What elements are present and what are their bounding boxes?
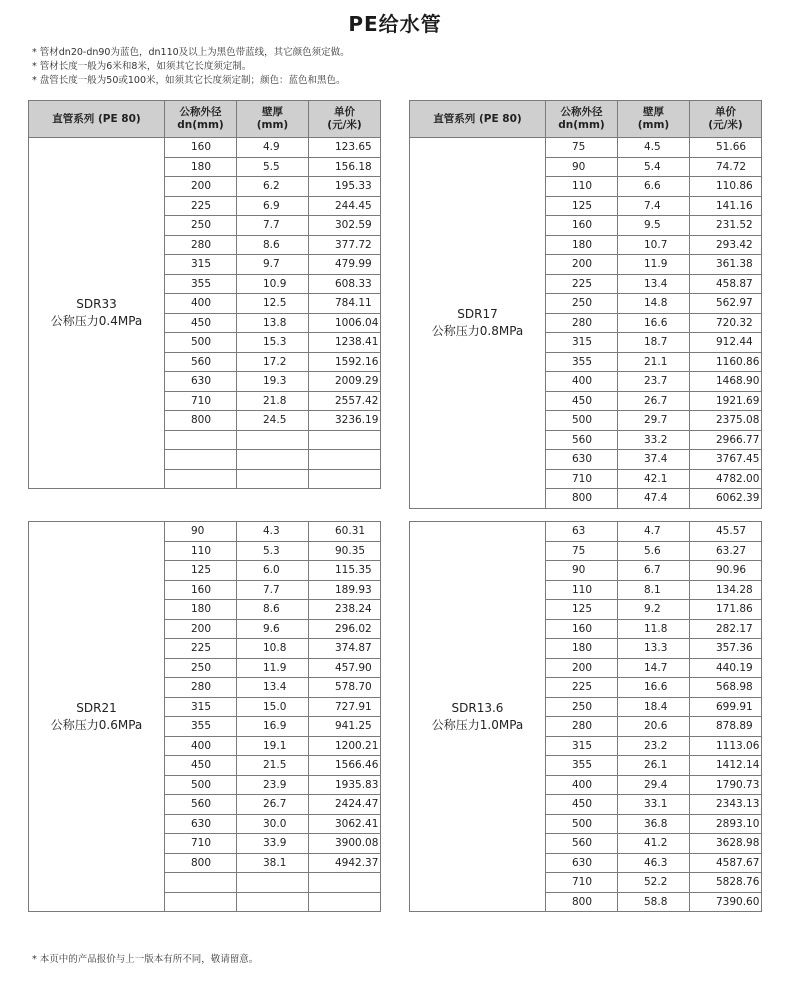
wall-thickness-cell bbox=[237, 873, 309, 893]
price-cell: 2966.77 bbox=[690, 430, 762, 450]
dn-cell: 200 bbox=[165, 177, 237, 197]
series-cell bbox=[410, 522, 546, 912]
price-cell: 5828.76 bbox=[690, 873, 762, 893]
wall-thickness-cell: 13.8 bbox=[237, 313, 309, 333]
wall-thickness-cell: 19.3 bbox=[237, 372, 309, 392]
price-cell: 60.31 bbox=[309, 522, 381, 542]
wall-thickness-cell: 47.4 bbox=[618, 489, 690, 509]
dn-cell: 110 bbox=[546, 177, 618, 197]
price-cell: 90.35 bbox=[309, 541, 381, 561]
series-header: 直管系列 (PE 80) bbox=[29, 101, 165, 138]
wall-thickness-cell: 4.7 bbox=[618, 522, 690, 542]
series-cell bbox=[410, 138, 546, 509]
wall-thickness-cell: 46.3 bbox=[618, 853, 690, 873]
pressure-label: 公称压力0.4MPa bbox=[50, 314, 143, 328]
footer-note: * 本页中的产品报价与上一版本有所不同，敬请留意。 bbox=[32, 954, 259, 965]
price-cell: 90.96 bbox=[690, 561, 762, 581]
price-cell: 7390.60 bbox=[690, 892, 762, 912]
dn-cell: 450 bbox=[165, 313, 237, 333]
dn-cell: 400 bbox=[165, 736, 237, 756]
pressure-label: 公称压力0.8MPa bbox=[431, 323, 524, 338]
price-cell: 1113.06 bbox=[690, 736, 762, 756]
dn-cell: 450 bbox=[546, 795, 618, 815]
sdr-label: SDR13.6 bbox=[451, 700, 504, 715]
dn-cell: 400 bbox=[546, 775, 618, 795]
price-cell: 878.89 bbox=[690, 717, 762, 737]
wall-thickness-cell: 11.9 bbox=[237, 658, 309, 678]
dn-cell: 200 bbox=[546, 255, 618, 275]
price-cell: 458.87 bbox=[690, 274, 762, 294]
price-cell bbox=[309, 469, 381, 489]
wall-thickness-cell: 20.6 bbox=[618, 717, 690, 737]
wall-thickness-cell: 9.5 bbox=[618, 216, 690, 236]
table-row bbox=[410, 138, 762, 158]
price-cell: 608.33 bbox=[309, 274, 381, 294]
wall-thickness-cell: 11.9 bbox=[618, 255, 690, 275]
price-cell: 578.70 bbox=[309, 678, 381, 698]
dn-cell: 560 bbox=[546, 834, 618, 854]
dn-cell: 800 bbox=[165, 411, 237, 431]
dn-cell: 160 bbox=[165, 138, 237, 158]
price-cell: 1238.41 bbox=[309, 333, 381, 353]
price-cell: 3236.19 bbox=[309, 411, 381, 431]
price-cell: 244.45 bbox=[309, 196, 381, 216]
price-cell: 3062.41 bbox=[309, 814, 381, 834]
wall-thickness-cell: 7.7 bbox=[237, 216, 309, 236]
dn-cell: 315 bbox=[165, 697, 237, 717]
wall-thickness-cell: 8.6 bbox=[237, 600, 309, 620]
price-cell: 374.87 bbox=[309, 639, 381, 659]
dn-cell: 125 bbox=[546, 600, 618, 620]
price-cell: 357.36 bbox=[690, 639, 762, 659]
price-cell: 141.16 bbox=[690, 196, 762, 216]
price-cell: 293.42 bbox=[690, 235, 762, 255]
wall-thickness-cell: 29.4 bbox=[618, 775, 690, 795]
price-header: 单价 (元/米) bbox=[309, 101, 381, 138]
wall-thickness-cell: 13.4 bbox=[618, 274, 690, 294]
wall-thickness-cell: 10.8 bbox=[237, 639, 309, 659]
wall-thickness-cell: 23.7 bbox=[618, 372, 690, 392]
table-header-row bbox=[29, 101, 381, 138]
wall-thickness-cell: 7.7 bbox=[237, 580, 309, 600]
price-cell: 6062.39 bbox=[690, 489, 762, 509]
dn-cell: 160 bbox=[546, 619, 618, 639]
series-cell bbox=[29, 522, 165, 912]
price-cell: 134.28 bbox=[690, 580, 762, 600]
dn-cell: 200 bbox=[546, 658, 618, 678]
wall-thickness-cell: 26.7 bbox=[237, 795, 309, 815]
wall-thickness-cell: 37.4 bbox=[618, 450, 690, 470]
dn-cell: 90 bbox=[546, 157, 618, 177]
dn-cell: 630 bbox=[165, 372, 237, 392]
wall-thickness-cell: 58.8 bbox=[618, 892, 690, 912]
price-cell: 1200.21 bbox=[309, 736, 381, 756]
dn-cell: 280 bbox=[165, 678, 237, 698]
wall-thickness-cell: 36.8 bbox=[618, 814, 690, 834]
wall-header: 壁厚 (mm) bbox=[237, 101, 309, 138]
price-cell: 1006.04 bbox=[309, 313, 381, 333]
price-cell: 2424.47 bbox=[309, 795, 381, 815]
dn-cell: 225 bbox=[546, 678, 618, 698]
price-cell: 2009.29 bbox=[309, 372, 381, 392]
dn-header: 公称外径 dn(mm) bbox=[546, 101, 618, 138]
price-cell: 3767.45 bbox=[690, 450, 762, 470]
wall-thickness-cell: 26.1 bbox=[618, 756, 690, 776]
dn-cell: 710 bbox=[546, 873, 618, 893]
dn-cell: 710 bbox=[546, 469, 618, 489]
dn-cell: 355 bbox=[165, 274, 237, 294]
dn-cell: 560 bbox=[546, 430, 618, 450]
price-cell: 720.32 bbox=[690, 313, 762, 333]
dn-cell: 630 bbox=[546, 853, 618, 873]
price-table-sdr13-6 bbox=[409, 521, 762, 912]
price-cell: 457.90 bbox=[309, 658, 381, 678]
wall-thickness-cell: 26.7 bbox=[618, 391, 690, 411]
price-cell: 110.86 bbox=[690, 177, 762, 197]
price-cell: 2893.10 bbox=[690, 814, 762, 834]
wall-thickness-cell: 15.3 bbox=[237, 333, 309, 353]
dn-cell: 250 bbox=[165, 658, 237, 678]
dn-cell: 450 bbox=[546, 391, 618, 411]
dn-cell bbox=[165, 469, 237, 489]
notes bbox=[32, 46, 350, 88]
pressure-label: 公称压力1.0MPa bbox=[431, 717, 524, 732]
wall-thickness-cell: 18.7 bbox=[618, 333, 690, 353]
price-cell: 3628.98 bbox=[690, 834, 762, 854]
price-cell: 1935.83 bbox=[309, 775, 381, 795]
table-row bbox=[410, 522, 762, 542]
price-cell: 45.57 bbox=[690, 522, 762, 542]
dn-cell: 630 bbox=[546, 450, 618, 470]
series-cell bbox=[29, 138, 165, 489]
wall-thickness-cell: 5.6 bbox=[618, 541, 690, 561]
wall-thickness-cell: 38.1 bbox=[237, 853, 309, 873]
price-cell: 115.35 bbox=[309, 561, 381, 581]
price-cell: 2557.42 bbox=[309, 391, 381, 411]
wall-thickness-cell: 21.5 bbox=[237, 756, 309, 776]
note-line: * 管材dn20-dn90为蓝色，dn110及以上为黑色带蓝线，其它颜色须定做。 bbox=[32, 47, 350, 58]
dn-cell: 180 bbox=[546, 235, 618, 255]
price-cell: 568.98 bbox=[690, 678, 762, 698]
price-cell: 1592.16 bbox=[309, 352, 381, 372]
price-cell: 562.97 bbox=[690, 294, 762, 314]
wall-thickness-cell: 14.7 bbox=[618, 658, 690, 678]
dn-cell: 110 bbox=[546, 580, 618, 600]
wall-thickness-cell: 4.5 bbox=[618, 138, 690, 158]
price-cell: 171.86 bbox=[690, 600, 762, 620]
price-cell: 2375.08 bbox=[690, 411, 762, 431]
price-cell: 238.24 bbox=[309, 600, 381, 620]
dn-cell: 90 bbox=[165, 522, 237, 542]
wall-thickness-cell: 8.1 bbox=[618, 580, 690, 600]
wall-thickness-cell: 17.2 bbox=[237, 352, 309, 372]
wall-thickness-cell: 5.3 bbox=[237, 541, 309, 561]
dn-cell: 125 bbox=[546, 196, 618, 216]
dn-cell: 250 bbox=[546, 697, 618, 717]
wall-thickness-cell: 33.2 bbox=[618, 430, 690, 450]
dn-cell: 225 bbox=[546, 274, 618, 294]
price-cell: 195.33 bbox=[309, 177, 381, 197]
dn-cell: 250 bbox=[546, 294, 618, 314]
dn-cell: 180 bbox=[546, 639, 618, 659]
wall-thickness-cell: 19.1 bbox=[237, 736, 309, 756]
wall-thickness-cell: 41.2 bbox=[618, 834, 690, 854]
price-cell: 2343.13 bbox=[690, 795, 762, 815]
wall-thickness-cell: 4.3 bbox=[237, 522, 309, 542]
price-table-sdr21 bbox=[28, 521, 381, 912]
dn-cell: 800 bbox=[546, 489, 618, 509]
price-cell: 4587.67 bbox=[690, 853, 762, 873]
price-cell: 123.65 bbox=[309, 138, 381, 158]
wall-thickness-cell: 12.5 bbox=[237, 294, 309, 314]
price-cell: 912.44 bbox=[690, 333, 762, 353]
price-cell: 51.66 bbox=[690, 138, 762, 158]
dn-cell: 160 bbox=[165, 580, 237, 600]
price-cell: 4942.37 bbox=[309, 853, 381, 873]
wall-thickness-cell: 42.1 bbox=[618, 469, 690, 489]
sdr-label: SDR33 bbox=[76, 297, 117, 311]
dn-cell: 710 bbox=[165, 391, 237, 411]
wall-thickness-cell: 6.7 bbox=[618, 561, 690, 581]
price-cell: 1790.73 bbox=[690, 775, 762, 795]
wall-thickness-cell: 9.7 bbox=[237, 255, 309, 275]
price-cell: 361.38 bbox=[690, 255, 762, 275]
price-cell: 727.91 bbox=[309, 697, 381, 717]
price-cell: 1921.69 bbox=[690, 391, 762, 411]
price-cell: 156.18 bbox=[309, 157, 381, 177]
table-row bbox=[29, 138, 381, 158]
dn-cell: 800 bbox=[165, 853, 237, 873]
price-cell: 282.17 bbox=[690, 619, 762, 639]
price-cell: 63.27 bbox=[690, 541, 762, 561]
price-cell bbox=[309, 450, 381, 470]
wall-thickness-cell bbox=[237, 430, 309, 450]
sdr-label: SDR17 bbox=[457, 306, 498, 321]
dn-cell bbox=[165, 873, 237, 893]
wall-thickness-cell: 8.6 bbox=[237, 235, 309, 255]
dn-cell: 110 bbox=[165, 541, 237, 561]
dn-cell: 355 bbox=[546, 352, 618, 372]
dn-cell: 315 bbox=[165, 255, 237, 275]
dn-cell: 75 bbox=[546, 138, 618, 158]
wall-thickness-cell: 5.4 bbox=[618, 157, 690, 177]
note-line: * 盘管长度一般为50或100米，如须其它长度须定制；颜色：蓝色和黑色。 bbox=[32, 75, 346, 86]
price-cell: 784.11 bbox=[309, 294, 381, 314]
dn-cell: 63 bbox=[546, 522, 618, 542]
dn-cell: 180 bbox=[165, 600, 237, 620]
wall-thickness-cell: 11.8 bbox=[618, 619, 690, 639]
price-cell bbox=[309, 873, 381, 893]
table-header-row bbox=[410, 101, 762, 138]
dn-header: 公称外径 dn(mm) bbox=[165, 101, 237, 138]
price-table-sdr17 bbox=[409, 100, 762, 509]
price-cell: 1566.46 bbox=[309, 756, 381, 776]
dn-cell: 355 bbox=[165, 717, 237, 737]
dn-cell: 500 bbox=[546, 411, 618, 431]
price-cell: 4782.00 bbox=[690, 469, 762, 489]
sdr-label: SDR21 bbox=[76, 700, 117, 715]
dn-cell: 315 bbox=[546, 333, 618, 353]
dn-cell: 710 bbox=[165, 834, 237, 854]
price-cell: 302.59 bbox=[309, 216, 381, 236]
dn-cell: 500 bbox=[165, 333, 237, 353]
dn-cell: 225 bbox=[165, 196, 237, 216]
price-cell: 699.91 bbox=[690, 697, 762, 717]
dn-cell: 280 bbox=[546, 313, 618, 333]
dn-cell: 180 bbox=[165, 157, 237, 177]
price-cell: 941.25 bbox=[309, 717, 381, 737]
wall-thickness-cell bbox=[237, 450, 309, 470]
price-cell bbox=[309, 892, 381, 912]
dn-cell: 630 bbox=[165, 814, 237, 834]
wall-thickness-cell: 30.0 bbox=[237, 814, 309, 834]
wall-thickness-cell: 23.2 bbox=[618, 736, 690, 756]
wall-thickness-cell: 33.9 bbox=[237, 834, 309, 854]
dn-cell bbox=[165, 450, 237, 470]
price-cell: 3900.08 bbox=[309, 834, 381, 854]
pressure-label: 公称压力0.6MPa bbox=[50, 717, 143, 732]
dn-cell: 200 bbox=[165, 619, 237, 639]
series-header: 直管系列 (PE 80) bbox=[410, 101, 546, 138]
dn-cell: 280 bbox=[165, 235, 237, 255]
price-cell: 479.99 bbox=[309, 255, 381, 275]
wall-thickness-cell: 4.9 bbox=[237, 138, 309, 158]
wall-thickness-cell: 10.9 bbox=[237, 274, 309, 294]
dn-cell: 400 bbox=[546, 372, 618, 392]
dn-cell: 225 bbox=[165, 639, 237, 659]
wall-thickness-cell: 13.4 bbox=[237, 678, 309, 698]
price-table-sdr33 bbox=[28, 100, 381, 489]
wall-thickness-cell: 7.4 bbox=[618, 196, 690, 216]
wall-thickness-cell: 6.6 bbox=[618, 177, 690, 197]
wall-thickness-cell bbox=[237, 892, 309, 912]
dn-cell: 125 bbox=[165, 561, 237, 581]
wall-thickness-cell: 10.7 bbox=[618, 235, 690, 255]
price-cell: 377.72 bbox=[309, 235, 381, 255]
wall-thickness-cell: 23.9 bbox=[237, 775, 309, 795]
dn-cell: 280 bbox=[546, 717, 618, 737]
wall-thickness-cell: 16.9 bbox=[237, 717, 309, 737]
price-header: 单价 (元/米) bbox=[690, 101, 762, 138]
wall-thickness-cell: 52.2 bbox=[618, 873, 690, 893]
dn-cell: 500 bbox=[546, 814, 618, 834]
wall-thickness-cell: 16.6 bbox=[618, 678, 690, 698]
wall-thickness-cell: 6.2 bbox=[237, 177, 309, 197]
table-row bbox=[29, 522, 381, 542]
dn-cell: 355 bbox=[546, 756, 618, 776]
wall-thickness-cell: 21.8 bbox=[237, 391, 309, 411]
price-cell: 440.19 bbox=[690, 658, 762, 678]
wall-thickness-cell: 16.6 bbox=[618, 313, 690, 333]
page-title: PE给水管 bbox=[348, 12, 442, 36]
dn-cell: 75 bbox=[546, 541, 618, 561]
dn-cell bbox=[165, 430, 237, 450]
wall-thickness-cell bbox=[237, 469, 309, 489]
wall-thickness-cell: 29.7 bbox=[618, 411, 690, 431]
dn-cell: 500 bbox=[165, 775, 237, 795]
dn-cell: 315 bbox=[546, 736, 618, 756]
price-cell bbox=[309, 430, 381, 450]
wall-thickness-cell: 5.5 bbox=[237, 157, 309, 177]
wall-header: 壁厚 (mm) bbox=[618, 101, 690, 138]
dn-cell: 90 bbox=[546, 561, 618, 581]
price-cell: 74.72 bbox=[690, 157, 762, 177]
wall-thickness-cell: 18.4 bbox=[618, 697, 690, 717]
price-cell: 1412.14 bbox=[690, 756, 762, 776]
wall-thickness-cell: 9.6 bbox=[237, 619, 309, 639]
price-cell: 1468.90 bbox=[690, 372, 762, 392]
wall-thickness-cell: 21.1 bbox=[618, 352, 690, 372]
wall-thickness-cell: 9.2 bbox=[618, 600, 690, 620]
wall-thickness-cell: 15.0 bbox=[237, 697, 309, 717]
wall-thickness-cell: 6.0 bbox=[237, 561, 309, 581]
dn-cell: 400 bbox=[165, 294, 237, 314]
wall-thickness-cell: 33.1 bbox=[618, 795, 690, 815]
dn-cell: 250 bbox=[165, 216, 237, 236]
price-cell: 231.52 bbox=[690, 216, 762, 236]
dn-cell: 560 bbox=[165, 795, 237, 815]
dn-cell: 800 bbox=[546, 892, 618, 912]
price-cell: 189.93 bbox=[309, 580, 381, 600]
note-line: * 管材长度一般为6米和8米，如须其它长度须定制。 bbox=[32, 61, 252, 72]
wall-thickness-cell: 6.9 bbox=[237, 196, 309, 216]
wall-thickness-cell: 24.5 bbox=[237, 411, 309, 431]
price-cell: 296.02 bbox=[309, 619, 381, 639]
wall-thickness-cell: 14.8 bbox=[618, 294, 690, 314]
dn-cell: 450 bbox=[165, 756, 237, 776]
wall-thickness-cell: 13.3 bbox=[618, 639, 690, 659]
price-cell: 1160.86 bbox=[690, 352, 762, 372]
dn-cell bbox=[165, 892, 237, 912]
dn-cell: 160 bbox=[546, 216, 618, 236]
dn-cell: 560 bbox=[165, 352, 237, 372]
